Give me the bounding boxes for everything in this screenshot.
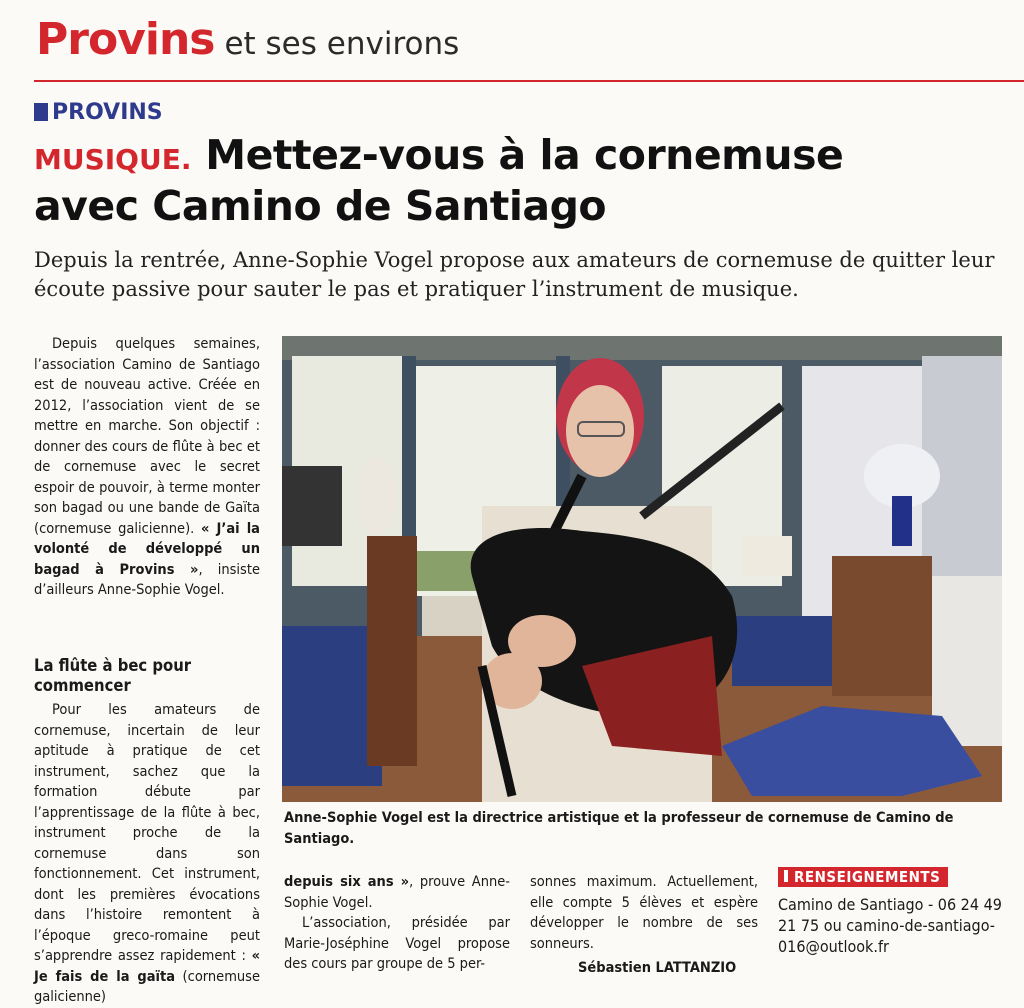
article-photo — [282, 336, 1002, 802]
quote: depuis six ans » — [284, 874, 410, 890]
body-paragraph-2 — [34, 700, 260, 1008]
kicker — [34, 100, 163, 125]
body-column-3 — [530, 872, 758, 954]
body-paragraph-1 — [34, 334, 260, 601]
quote: « Je fais de la gaïta — [34, 948, 260, 985]
headline-line1: Mettez-vous à la cornemuse — [205, 131, 844, 179]
body-column-1 — [34, 334, 260, 601]
section-header — [36, 14, 459, 65]
body-text: Pour les amateurs de cornemuse, incertain de leur aptitude à pratique de cet instrument, sachez que la formation débute par l’apprentissage de la flûte à bec, instrument proche de la cornemuse dans son fonctionnement. Cet instrument, dont les premières évocations dans l’histoire remontent à l’époque greco-romaine peut s’apprendre assez rapidement : — [34, 702, 260, 964]
body-column-1b — [34, 700, 260, 1008]
subheading: La flûte à bec pour commencer — [34, 656, 192, 695]
headline-line2: avec Camino de Santiago — [34, 182, 607, 230]
photo-caption: Anne-Sophie Vogel est la directrice artistique et la professeur de cornemuse de Camino de Santiago. — [284, 810, 954, 847]
section-subtitle: et ses environs — [224, 26, 460, 62]
headline-tag: MUSIQUE. — [34, 143, 192, 176]
kicker-label: PROVINS — [52, 100, 163, 125]
kicker-square-icon — [34, 103, 48, 121]
lead-paragraph: Depuis la rentrée, Anne-Sophie Vogel propose aux amateurs de cornemuse de quitter leur écoute passive pour sauter le pas et pratiquer l’instrument de musique. — [34, 248, 995, 301]
body-text: , prouve Anne-Sophie Vogel. — [284, 874, 511, 911]
body-column-2 — [284, 872, 510, 975]
header-rule — [34, 80, 1024, 82]
body-paragraph-3-end: sonnes maximum. Actuellement, elle compte 5 élèves et espère développer le nombre de ses sonneurs. — [530, 874, 758, 952]
byline: Sébastien LATTANZIO — [578, 960, 737, 976]
body-text: , insiste d’ailleurs Anne-Sophie Vogel. — [34, 561, 260, 598]
headline — [34, 132, 1014, 230]
body-text: (cornemuse galicienne) — [34, 968, 261, 1005]
body-paragraph-3: L’association, présidée par Marie-Joséphine Vogel propose des cours par groupe de 5 per- — [284, 915, 510, 972]
body-paragraph-2-end — [284, 872, 510, 913]
info-text: Camino de Santiago - 06 24 49 21 75 ou camino-de-santiago-016@outlook.fr — [778, 895, 1002, 956]
photo-illustration — [282, 336, 1002, 802]
info-tag-label: RENSEIGNEMENTS — [794, 868, 941, 886]
quote: « J’ai la volonté de développé un bagad à Provins » — [34, 520, 260, 578]
section-title: Provins — [36, 14, 215, 65]
info-square-icon — [784, 870, 788, 882]
body-text: Depuis quelques semaines, l’association Camino de Santiago est de nouveau active. Créée en 2012, l’association vient de se mettre en marche. Son objectif : donner des cours de flûte à bec et de cornemuse avec le secret espoir de pouvoir, à terme monter son bagad ou une bande de Gaïta (cornemuse galicienne). — [34, 336, 260, 537]
info-tag — [778, 867, 948, 887]
